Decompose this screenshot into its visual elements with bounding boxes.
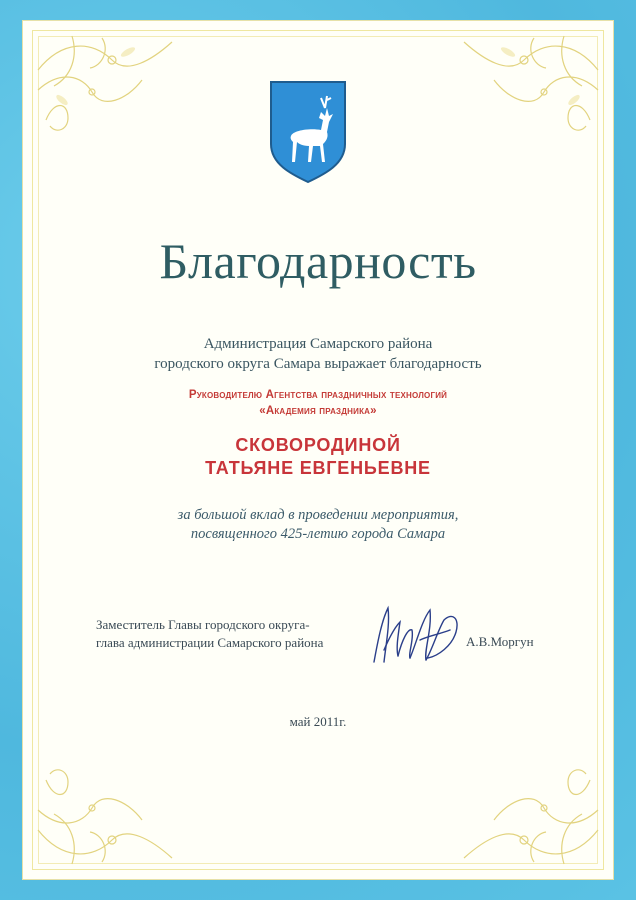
ornament-top-left-icon	[32, 30, 182, 150]
issue-date: май 2011г.	[289, 714, 347, 729]
reason-line: посвященного 425-летию города Самара	[190, 526, 446, 542]
reason-line: за большой вклад в проведении мероприятия,	[177, 507, 459, 523]
recipient-surname: СКОВОРОДИНОЙ	[235, 435, 401, 455]
recipient-role	[0, 387, 636, 419]
certificate-title: Благодарность	[159, 233, 477, 289]
ornament-top-right-icon	[454, 30, 604, 150]
samara-deer-emblem-icon	[263, 76, 353, 186]
signer-title-line: Заместитель Главы городского округа-	[96, 617, 310, 632]
issuer-line: городского округа Самара выражает благодарность	[154, 356, 482, 372]
signer-title-line: глава администрации Самарского района	[96, 635, 324, 650]
ornament-bottom-right-icon	[454, 750, 604, 870]
issuer-line: Администрация Самарского района	[203, 336, 433, 352]
ornament-bottom-left-icon	[32, 750, 182, 870]
recipient-role-line: «Академия праздника»	[259, 405, 377, 417]
signer-name: А.В.Моргун	[466, 634, 534, 649]
recipient-given-names: ТАТЬЯНЕ ЕВГЕНЬЕВНЕ	[205, 458, 431, 478]
recipient-role-line: Руководителю Агентства праздничных технологий	[188, 389, 448, 401]
signature-icon	[368, 600, 464, 670]
issuer-text	[0, 334, 636, 374]
recipient-name	[0, 434, 636, 480]
signer-title	[96, 616, 323, 652]
reason-text	[0, 506, 636, 544]
